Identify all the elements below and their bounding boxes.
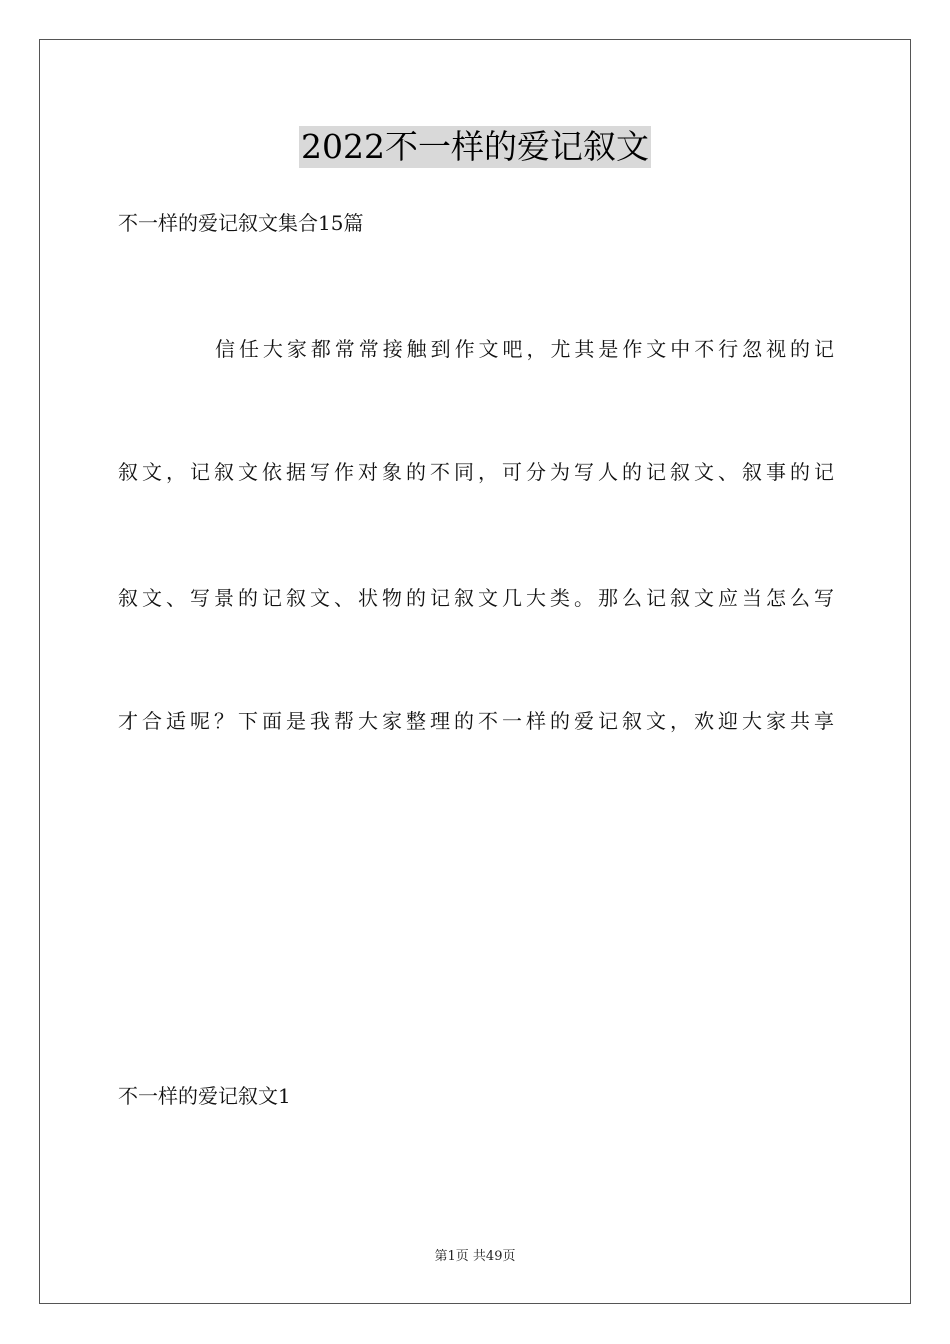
section-heading: 不一样的爱记叙文1 — [118, 1084, 291, 1108]
document-subtitle: 不一样的爱记叙文集合15篇 — [118, 211, 364, 235]
title-container — [0, 126, 950, 168]
paragraph-line-3: 叙文、写景的记叙文、状物的记叙文几大类。那么记叙文应当怎么写 — [118, 586, 834, 610]
document-title: 2022不一样的爱记叙文 — [301, 127, 649, 166]
page-number-footer: 第1页 共49页 — [434, 1249, 516, 1264]
paragraph-line-4: 才合适呢？下面是我帮大家整理的不一样的爱记叙文，欢迎大家共享 — [118, 709, 834, 733]
paragraph-line-1: 信任大家都常常接触到作文吧，尤其是作文中不行忽视的记 — [215, 337, 834, 361]
paragraph-line-2: 叙文，记叙文依据写作对象的不同，可分为写人的记叙文、叙事的记 — [118, 460, 834, 484]
